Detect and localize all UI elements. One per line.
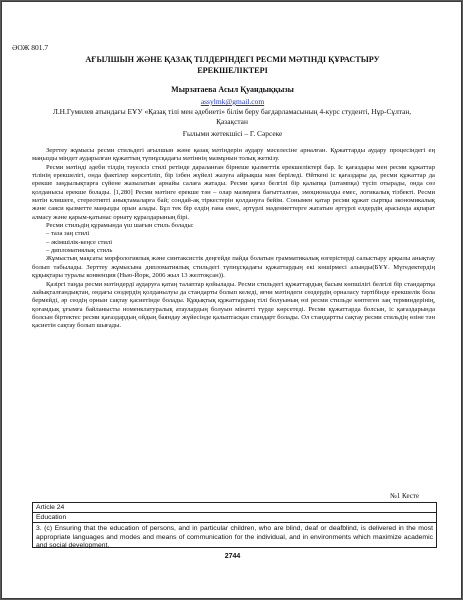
article-body xyxy=(32,147,435,331)
list-item: – әкімшілік-кеңсе стилі xyxy=(46,238,113,246)
udc-code: ӘОЖ 801.7 xyxy=(12,43,49,52)
paragraph: Жұмыстың мақсаты морфологиялық және синтаксистік деңгейде пайда болатын грамматикалық өзгерістерді салыстыру арқылы анықтау болып табылады. Зерттеу жұмысына дипломатиялық стильдегі түпнұсқадағы құжаттардың екі көшірмесі алынды(БҰҰ. Мүгедектердің құқықтары туралы конвенция (Нью-Йорк, 2006 жыл 13 желтоқсан)). xyxy=(32,255,435,280)
author-affiliation: Л.Н.Гумилев атындағы ЕҰУ «Қазақ тілі мен әдебиеті» білім беру бағдарламасының 4-курс студенті, Нұр-Сұлтан, Қазақстан xyxy=(52,107,412,126)
article-title-line-2: ЕРЕКШЕЛІКТЕРІ xyxy=(197,66,268,75)
table-label: №1 Кесте xyxy=(390,492,419,500)
author-email-link[interactable]: assylmk@gmail.com xyxy=(200,97,265,106)
paragraph: Ресми стильдің құрамында үш шағын стиль болады: xyxy=(46,222,194,230)
article-title-line-1: АҒЫЛШЫН ЖӘНЕ ҚАЗАҚ ТІЛДЕРІНДЕГІ РЕСМИ МӘТІНДІ ҚҰРАСТЫРУ xyxy=(85,55,380,64)
table-section-cell: Education xyxy=(33,513,436,523)
document-page xyxy=(1,1,462,599)
paragraph: Ресми мәтінді әдеби тілдің тәуелсіз стилі ретінде дараланған бірнеше қызметтік ерекшеліктері бар. Іс қағаздары мен ресми құжаттар тілінің ерекшелігі, онда фактілер көрсетіліп, бір ізбен жүйелі жазуға айрықша мән беріледі. Өйткені іс қағаздары да, ресми құжаттар да ерекше заңдылықтарға сүйене жазылатын арнайы салаға жатады. Ресми қағаз белгілі бір қалыпқа (штампқа) түсіп отырады, онда сөз қолданысы ерекше болады. [1,280] Ресми мәтінге ерекше тән – олар мазмұнға бағытталған, эмоционалды емес, логикалық тізбекті. Ресми мәтін клишеге, стереотипті анықтамаларға бай; сондай-ақ тіркестерін қолдануға бейім. Сонымен қатар ресми құжат сыртқы экономикалық және саяси қызметте маңызды орын алады. Бұл тек бір елдің ғана емес, әртүрлі мәдениеттерге жататын әртүрлі елдердің арасында ақпарат алмасу және қарым-қатынас орнату құралдарының бірі. xyxy=(32,163,435,221)
list-item: – дипломатиялық стиль xyxy=(46,247,113,255)
paragraph: Зерттеу жұмысы ресми стильдегі ағылшын және қазақ мәтіндерін аудару мәселесіне арналған. Құжаттарды аудару процесіндегі ең маңызды міндет аударылған құжаттың түпнұсқадағы мәтіннің мазмұнын толық жеткізу. xyxy=(32,147,435,163)
paragraph: Қазіргі таңда ресми мәтіндерді аударуға қатаң талаптар қойылады. Ресми стильдегі құжаттардың басым көпшілігі белгілі бір стандартқа лайықталғандықтан, ондағы сөздердің қолданылуы да стандарты болып келеді, яғни мәтіндеги сөздердің орналасу тәртібінде ерекшелік бола бермейді, әр сөздің орнын сақтау қасиетінде болады. Құқықтық құжаттардың тілі болуының өзі ресми стильде көптеген заң терминдерінің, қоғамдық ұғымға байланысты номенклатуралық атаулардың болуын мінәтті түрде көрсетеді. Ресми құжаттарда болсын, іс қағаздарында болсын біртектес ресми қағаздардың ойдың баяндау жүйесінде қалыптасқан стандарт болады. Ол стандартты сақтау ресми стильдің өзіне тән қасиетін сақтау болып шығады. xyxy=(32,280,435,330)
table-text-cell: 3. (c) Ensuring that the education of persons, and in particular children, who are blind, deaf or deafblind, is delivered in the most appropriate languages and modes and means of communication for the individual, and in environments which maximize academic and social development. xyxy=(36,525,433,550)
example-table xyxy=(32,502,437,548)
list-item: – таза заң стилі xyxy=(46,230,90,238)
page-number: 2744 xyxy=(224,553,241,560)
supervisor-line: Ғылыми жетекшісі – Г. Сәрсеке xyxy=(182,129,283,138)
author-name: Мырзатаева Асыл Қуандыққызы xyxy=(171,85,294,94)
table-article-cell: Article 24 xyxy=(33,503,436,513)
